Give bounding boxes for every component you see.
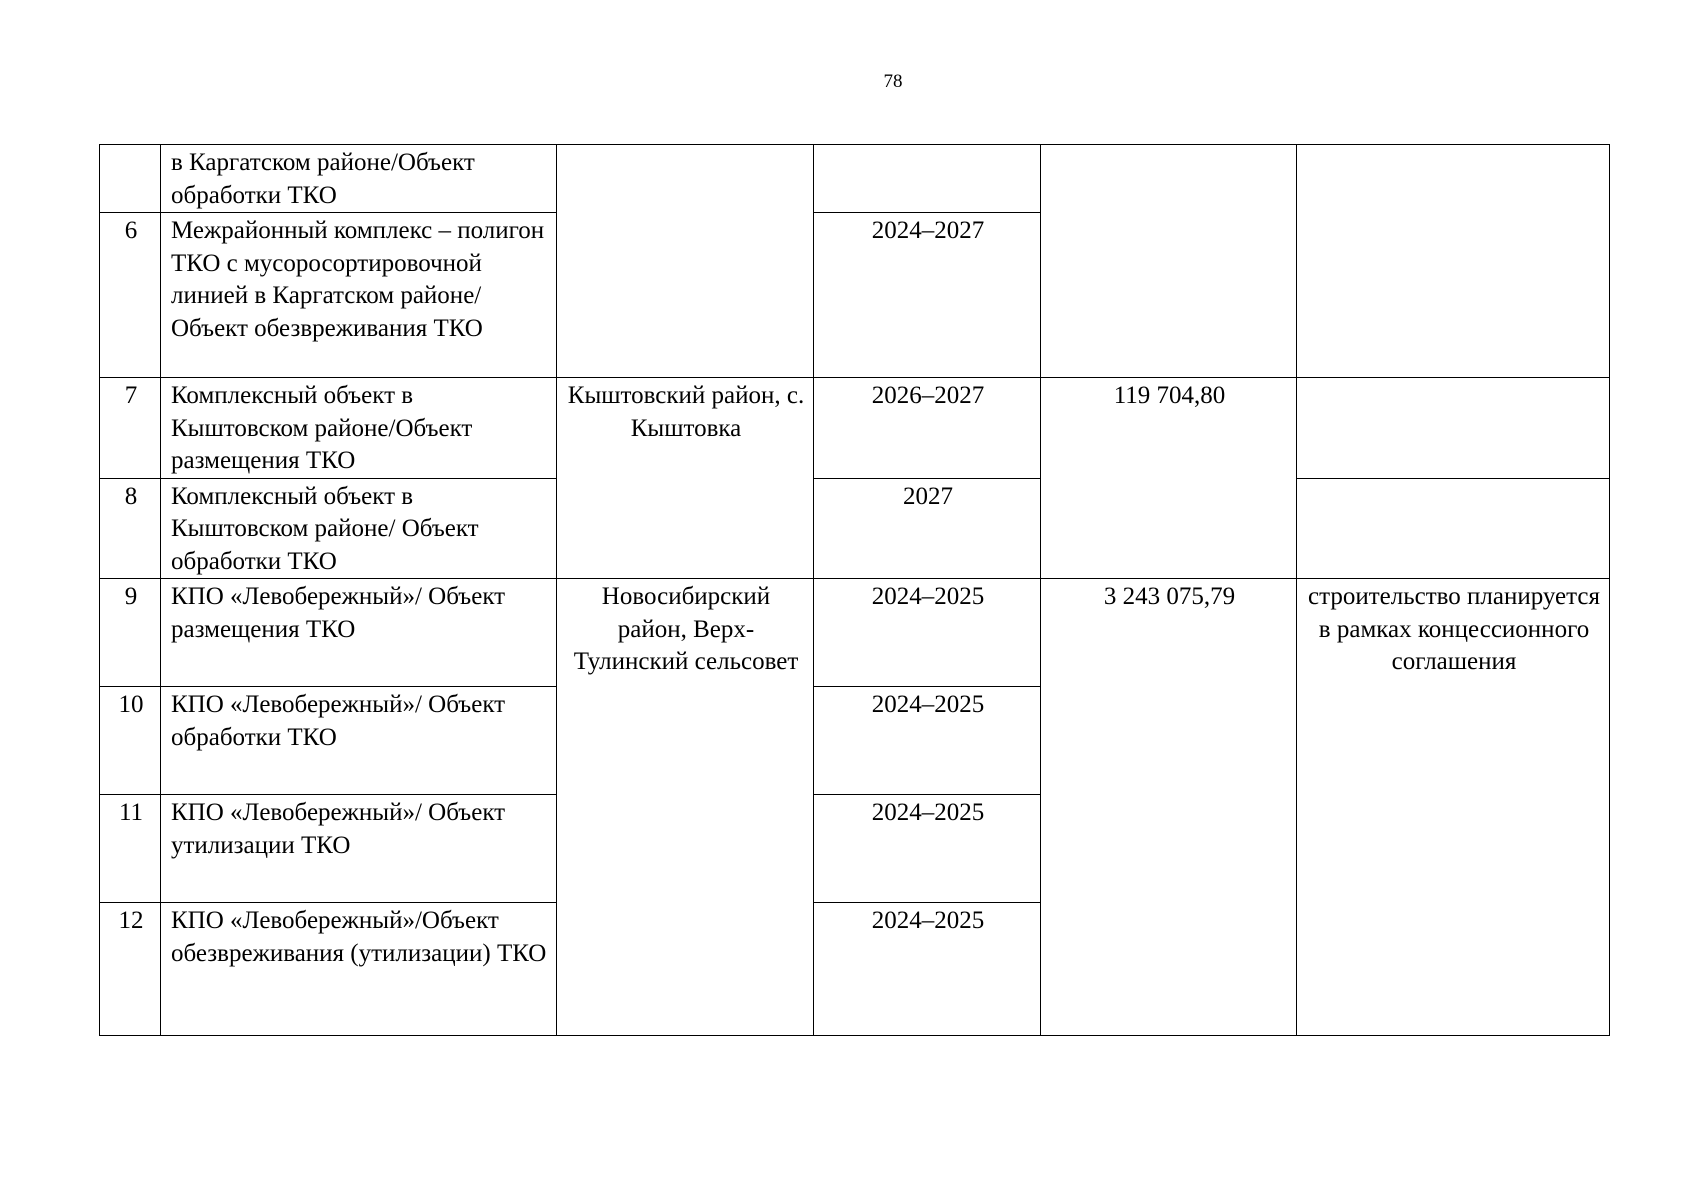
- year-cell: [814, 145, 1041, 213]
- row-number: 8: [100, 478, 161, 579]
- year-cell: 2024–2025: [814, 795, 1041, 903]
- table-row: [100, 145, 1610, 213]
- year-cell: 2024–2025: [814, 687, 1041, 795]
- row-number: 12: [100, 903, 161, 1036]
- table-row: [100, 378, 1610, 479]
- object-name: Комплексный объект в Кыштовском районе/ Объект обработки ТКО: [161, 478, 557, 579]
- object-name: КПО «Левобережный»/ Объект размещения ТКО: [161, 579, 557, 687]
- year-cell: 2024–2025: [814, 903, 1041, 1036]
- year-cell: 2027: [814, 478, 1041, 579]
- location-cell: Кыштовский район, с. Кыштовка: [557, 378, 814, 579]
- note-cell: [1297, 145, 1610, 378]
- note-cell: [1297, 478, 1610, 579]
- location-cell: [557, 145, 814, 378]
- cost-cell: 3 243 075,79: [1041, 579, 1297, 1036]
- row-number: 9: [100, 579, 161, 687]
- row-number: 6: [100, 213, 161, 378]
- location-cell: Новосибирский район, Верх-Тулинский сельсовет: [557, 579, 814, 1036]
- table-row: [100, 579, 1610, 687]
- note-cell: строительство планируется в рамках концессионного соглашения: [1297, 579, 1610, 1036]
- object-name: КПО «Левобережный»/ Объект обработки ТКО: [161, 687, 557, 795]
- year-cell: 2024–2025: [814, 579, 1041, 687]
- table-row: [100, 478, 1610, 579]
- row-number: 7: [100, 378, 161, 479]
- year-cell: 2026–2027: [814, 378, 1041, 479]
- object-name: Комплексный объект в Кыштовском районе/Объект размещения ТКО: [161, 378, 557, 479]
- row-number: 10: [100, 687, 161, 795]
- page-number: 78: [883, 71, 903, 92]
- cost-cell: 119 704,80: [1041, 378, 1297, 579]
- row-number: [100, 145, 161, 213]
- object-name: Межрайонный комплекс – полигон ТКО с мусоросортировочной линией в Каргатском районе/Объект обезвреживания ТКО: [161, 213, 557, 378]
- row-number: 11: [100, 795, 161, 903]
- year-cell: 2024–2027: [814, 213, 1041, 378]
- object-name: в Каргатском районе/Объект обработки ТКО: [161, 145, 557, 213]
- cost-cell: [1041, 145, 1297, 378]
- object-name: КПО «Левобережный»/Объект обезвреживания (утилизации) ТКО: [161, 903, 557, 1036]
- note-cell: [1297, 378, 1610, 479]
- object-name: КПО «Левобережный»/ Объект утилизации ТКО: [161, 795, 557, 903]
- facilities-table: [99, 144, 1610, 1036]
